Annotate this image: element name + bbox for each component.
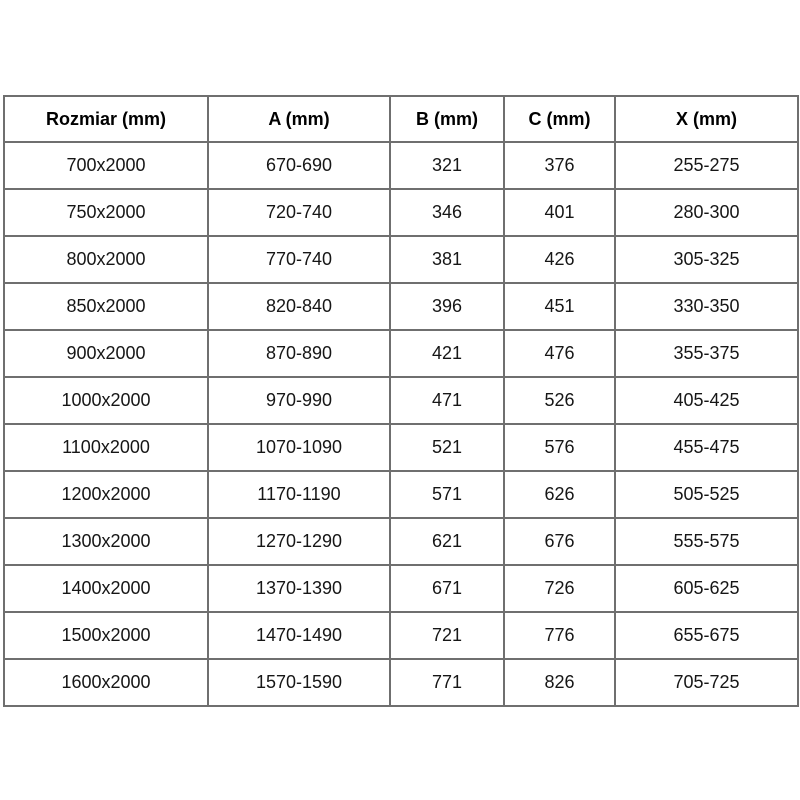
table-cell: 671 (390, 565, 504, 612)
table-cell: 476 (504, 330, 615, 377)
table-cell: 1570-1590 (208, 659, 390, 706)
table-cell: 1470-1490 (208, 612, 390, 659)
table-row (4, 659, 798, 706)
table-row (4, 565, 798, 612)
table-cell: 700x2000 (4, 142, 208, 189)
table-cell: 451 (504, 283, 615, 330)
table-cell: 970-990 (208, 377, 390, 424)
table-cell: 396 (390, 283, 504, 330)
table-row (4, 518, 798, 565)
table-row (4, 377, 798, 424)
table-cell: 1100x2000 (4, 424, 208, 471)
table-cell: 381 (390, 236, 504, 283)
table-cell: 1500x2000 (4, 612, 208, 659)
table-cell: 676 (504, 518, 615, 565)
table-cell: 330-350 (615, 283, 798, 330)
table-row (4, 612, 798, 659)
header-row (4, 96, 798, 142)
table-cell: 471 (390, 377, 504, 424)
table-cell: 555-575 (615, 518, 798, 565)
table-row (4, 330, 798, 377)
table-row (4, 142, 798, 189)
table-cell: 1400x2000 (4, 565, 208, 612)
table-cell: 346 (390, 189, 504, 236)
table-cell: 726 (504, 565, 615, 612)
table-cell: 800x2000 (4, 236, 208, 283)
table-cell: 1370-1390 (208, 565, 390, 612)
table-cell: 280-300 (615, 189, 798, 236)
table-header (4, 96, 798, 142)
table-cell: 426 (504, 236, 615, 283)
table-cell: 305-325 (615, 236, 798, 283)
table-cell: 321 (390, 142, 504, 189)
table-cell: 1270-1290 (208, 518, 390, 565)
table-cell: 421 (390, 330, 504, 377)
table-row (4, 424, 798, 471)
column-header: B (mm) (390, 96, 504, 142)
table-cell: 776 (504, 612, 615, 659)
table-cell: 870-890 (208, 330, 390, 377)
table-cell: 1170-1190 (208, 471, 390, 518)
table-cell: 670-690 (208, 142, 390, 189)
column-header: A (mm) (208, 96, 390, 142)
table-cell: 750x2000 (4, 189, 208, 236)
table-cell: 455-475 (615, 424, 798, 471)
table-row (4, 236, 798, 283)
table-cell: 571 (390, 471, 504, 518)
table-row (4, 471, 798, 518)
table-cell: 770-740 (208, 236, 390, 283)
table-row (4, 189, 798, 236)
table-cell: 771 (390, 659, 504, 706)
table-cell: 1600x2000 (4, 659, 208, 706)
table-cell: 1300x2000 (4, 518, 208, 565)
table-cell: 405-425 (615, 377, 798, 424)
table-row (4, 283, 798, 330)
table-cell: 1000x2000 (4, 377, 208, 424)
table-cell: 505-525 (615, 471, 798, 518)
table-cell: 720-740 (208, 189, 390, 236)
table-cell: 376 (504, 142, 615, 189)
table-cell: 576 (504, 424, 615, 471)
column-header: Rozmiar (mm) (4, 96, 208, 142)
table-cell: 521 (390, 424, 504, 471)
table-cell: 255-275 (615, 142, 798, 189)
table-body (4, 142, 798, 706)
table-cell: 655-675 (615, 612, 798, 659)
table-cell: 626 (504, 471, 615, 518)
table-cell: 850x2000 (4, 283, 208, 330)
table-cell: 605-625 (615, 565, 798, 612)
table-cell: 621 (390, 518, 504, 565)
table-cell: 826 (504, 659, 615, 706)
table-cell: 526 (504, 377, 615, 424)
table-cell: 820-840 (208, 283, 390, 330)
column-header: X (mm) (615, 96, 798, 142)
table-cell: 355-375 (615, 330, 798, 377)
table-cell: 401 (504, 189, 615, 236)
table-cell: 1070-1090 (208, 424, 390, 471)
table-cell: 900x2000 (4, 330, 208, 377)
table-cell: 705-725 (615, 659, 798, 706)
table-cell: 1200x2000 (4, 471, 208, 518)
column-header: C (mm) (504, 96, 615, 142)
table-cell: 721 (390, 612, 504, 659)
size-chart-table (3, 95, 799, 707)
